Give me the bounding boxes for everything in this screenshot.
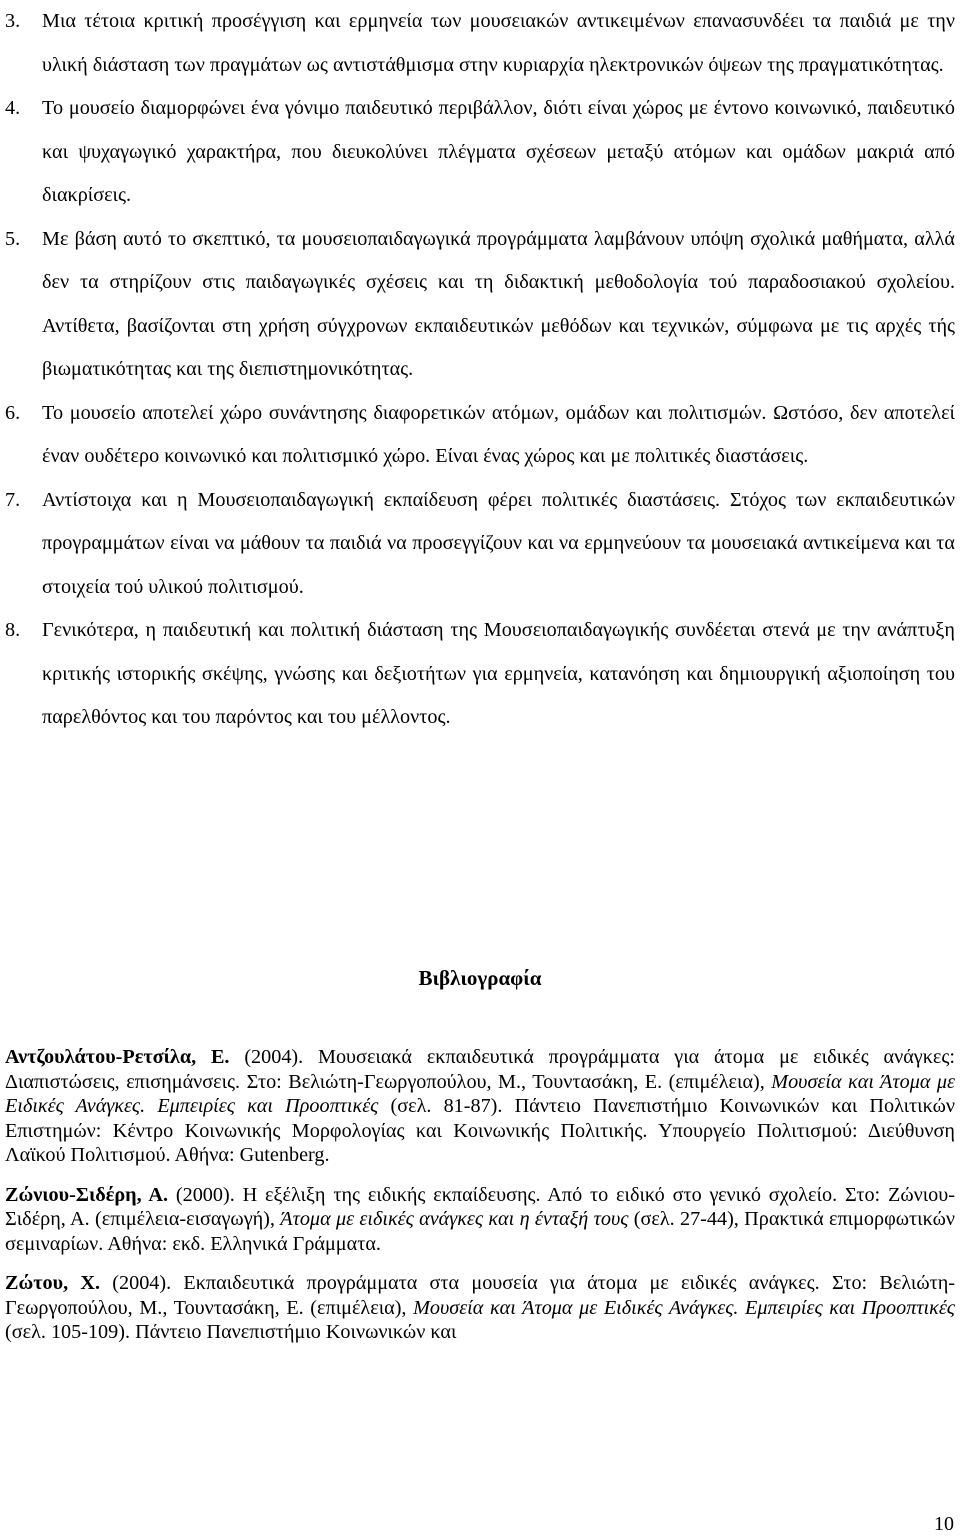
item-number: 8. — [5, 619, 21, 641]
list-item — [5, 609, 955, 740]
page-number: 10 — [934, 1513, 954, 1535]
reference-text: (σελ. 27-44), Πρακτικά επιμορφωτικών σεμιναρίων. Αθήνα: εκδ. Ελληνικά Γράμματα. — [5, 1208, 955, 1255]
item-text: Με βάση αυτό το σκεπτικό, τα μουσειοπαιδαγωγικά προγράμματα λαμβάνουν υπόψη σχολικά μαθήματα, αλλά δεν τα στηρίζουν στις παιδαγωγικές σχέσεις και τη διδακτική μεθοδολογία τού παραδοσιακού σχολείου. Αντίθετα, βασίζονται στη χρήση σύγχρονων εκπαιδευτικών μεθόδων και τεχνικών, σύμφωνα με τις αρχές τής βιωματικότητας και της διεπιστημονικότητας. — [42, 227, 955, 380]
reference-author: Ζώτου, Χ. — [5, 1272, 101, 1294]
item-number: 4. — [5, 97, 21, 119]
list-item — [5, 87, 955, 218]
reference-title: Μουσεία και Άτομα με Ειδικές Ανάγκες. Εμπειρίες και Προοπτικές — [413, 1296, 955, 1319]
list-item — [5, 0, 955, 87]
item-text: Το μουσείο αποτελεί χώρο συνάντησης διαφορετικών ατόμων, ομάδων και πολιτισμών. Ωστόσο, δεν αποτελεί έναν ουδέτερο κοινωνικό και πολιτισμικό χώρο. Είναι ένας χώρος και με πολιτικές διαστάσεις. — [42, 401, 955, 467]
reference-text: (2004). Μουσειακά εκπαιδευτικά προγράμματα για άτομα με ειδικές ανάγκες: Διαπιστώσεις, επισημάνσεις. Στο: Βελιώτη-Γεωργοπούλου, Μ., Τουντασάκη, Ε. (επιμέλεια), — [5, 1046, 955, 1093]
reference-entry — [5, 1183, 955, 1257]
item-number: 7. — [5, 488, 21, 511]
reference-title: Μουσεία και Άτομα με Ειδικές Ανάγκες. Εμπειρίες και Προοπτικές — [5, 1070, 955, 1117]
item-text: Μια τέτοια κριτική προσέγγιση και ερμηνεία των μουσειακών αντικειμένων επανασυνδέει τα παιδιά με την υλική διάσταση των πραγμάτων ως αντιστάθμισμα στην κυριαρχία ηλεκτρονικών όψεων της πραγματικότητας. — [42, 10, 955, 76]
item-number: 6. — [5, 401, 21, 424]
reference-text: (σελ. 105-109). Πάντειο Πανεπιστήμιο Κοινωνικών και — [5, 1321, 457, 1343]
item-text: Γενικότερα, η παιδευτική και πολιτική διάσταση της Μουσειοπαιδαγωγικής συνδέεται στενά με την ανάπτυξη κριτικής ιστορικής σκέψης, γνώσης και δεξιοτήτων για ερμηνεία, κατανόηση και δημιουργική αξιοποίηση του παρελθόντος και του παρόντος και του μέλλοντος. — [42, 619, 955, 728]
reference-entry — [5, 1045, 955, 1168]
list-item — [5, 479, 955, 610]
reference-list — [5, 1045, 955, 1360]
reference-text: (2004). Εκπαιδευτικά προγράμματα στα μουσεία για άτομα με ειδικές ανάγκες. Στο: Βελιώτη-Γεωργοπούλου, Μ., Τουντασάκη, Ε. (επιμέλεια), — [5, 1272, 955, 1319]
list-item — [5, 392, 955, 479]
reference-text: (σελ. 81-87). Πάντειο Πανεπιστήμιο Κοινωνικών και Πολιτικών Επιστημών: Κέντρο Κοινωνικής Μορφολογίας και Κοινωνικής Πολιτικής. Υπουργείο Πολιτισμού: Διεύθυνση Λαϊκού Πολιτισμού. Αθήνα: Gutenberg. — [5, 1095, 956, 1166]
reference-title: Άτομα με ειδικές ανάγκες και η ένταξή τους — [280, 1208, 629, 1230]
item-text: Αντίστοιχα και η Μουσειοπαιδαγωγική εκπαίδευση φέρει πολιτικές διαστάσεις. Στόχος των εκπαιδευτικών προγραμμάτων είναι να μάθουν τα παιδιά να προσεγγίζουν και να ερμηνεύουν τα μουσειακά αντικείμενα και τα στοιχεία τού υλικού πολιτισμού. — [42, 488, 955, 598]
reference-author: Ζώνιου-Σιδέρη, Α. — [5, 1183, 169, 1206]
item-number: 5. — [5, 227, 21, 250]
item-number: 3. — [5, 10, 21, 32]
reference-author: Αντζουλάτου-Ρετσίλα, Ε. — [5, 1046, 230, 1068]
list-item — [5, 218, 955, 392]
numbered-list — [5, 0, 955, 740]
reference-entry — [5, 1271, 955, 1345]
item-text: Το μουσείο διαμορφώνει ένα γόνιμο παιδευτικό περιβάλλον, διότι είναι χώρος με έντονο κοινωνικό, παιδευτικό και ψυχαγωγικό χαρακτήρα, που διευκολύνει πλέγματα σχέσεων μεταξύ ατόμων και ομάδων μακριά από διακρίσεις. — [42, 97, 955, 206]
reference-text: (2000). Η εξέλιξη της ειδικής εκπαίδευσης. Από το ειδικό στο γενικό σχολείο. Στο: Ζώνιου-Σιδέρη, Α. (επιμέλεια-εισαγωγή), — [5, 1183, 955, 1230]
bibliography-heading: Βιβλιογραφία — [418, 966, 542, 990]
